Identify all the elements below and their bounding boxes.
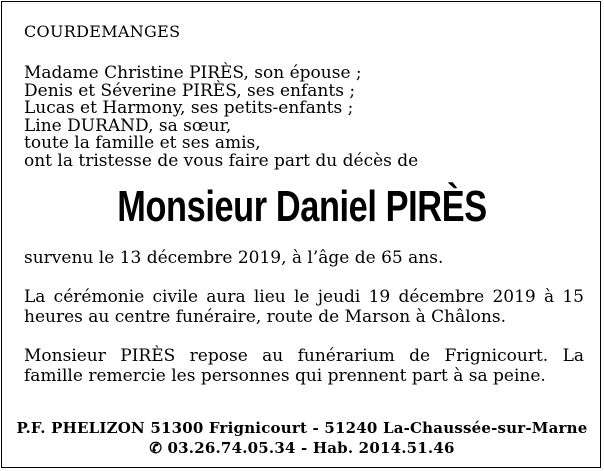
- funeral-home-phone: ✆ 03.26.74.05.34 - Hab. 2014.51.46: [149, 439, 455, 457]
- family-line: Line DURAND, sa sœur,: [24, 115, 232, 136]
- family-line: Madame Christine PIRÈS, son épouse ;: [24, 63, 362, 83]
- family-list: [24, 65, 418, 170]
- family-line: Lucas et Harmony, ses petits-enfants ;: [24, 98, 354, 118]
- obituary-notice: [1, 1, 601, 468]
- ceremony-text: La cérémonie civile aura lieu le jeudi 19 décembre 2019 à 15 heures au centre funéraire, route de Marson à Châlons.: [24, 287, 584, 327]
- funeral-home-address: P.F. PHELIZON 51300 Frignicourt - 51240 La-Chaussée-sur-Marne: [16, 419, 588, 437]
- family-line: toute la famille et ses amis,: [24, 133, 261, 153]
- town-heading: COURDEMANGES: [24, 22, 181, 41]
- death-date-text: survenu le 13 décembre 2019, à l’âge de 65 ans.: [24, 248, 444, 268]
- family-line: ont la tristesse de vous faire part du décès de: [24, 150, 419, 171]
- family-line: Denis et Séverine PIRÈS, ses enfants ;: [24, 80, 356, 101]
- deceased-name: Monsieur Daniel PIRÈS: [117, 182, 487, 231]
- funerarium-text: Monsieur PIRÈS repose au funérarium de Frignicourt. La famille remercie les personnes qui prennent part à sa peine.: [24, 346, 584, 386]
